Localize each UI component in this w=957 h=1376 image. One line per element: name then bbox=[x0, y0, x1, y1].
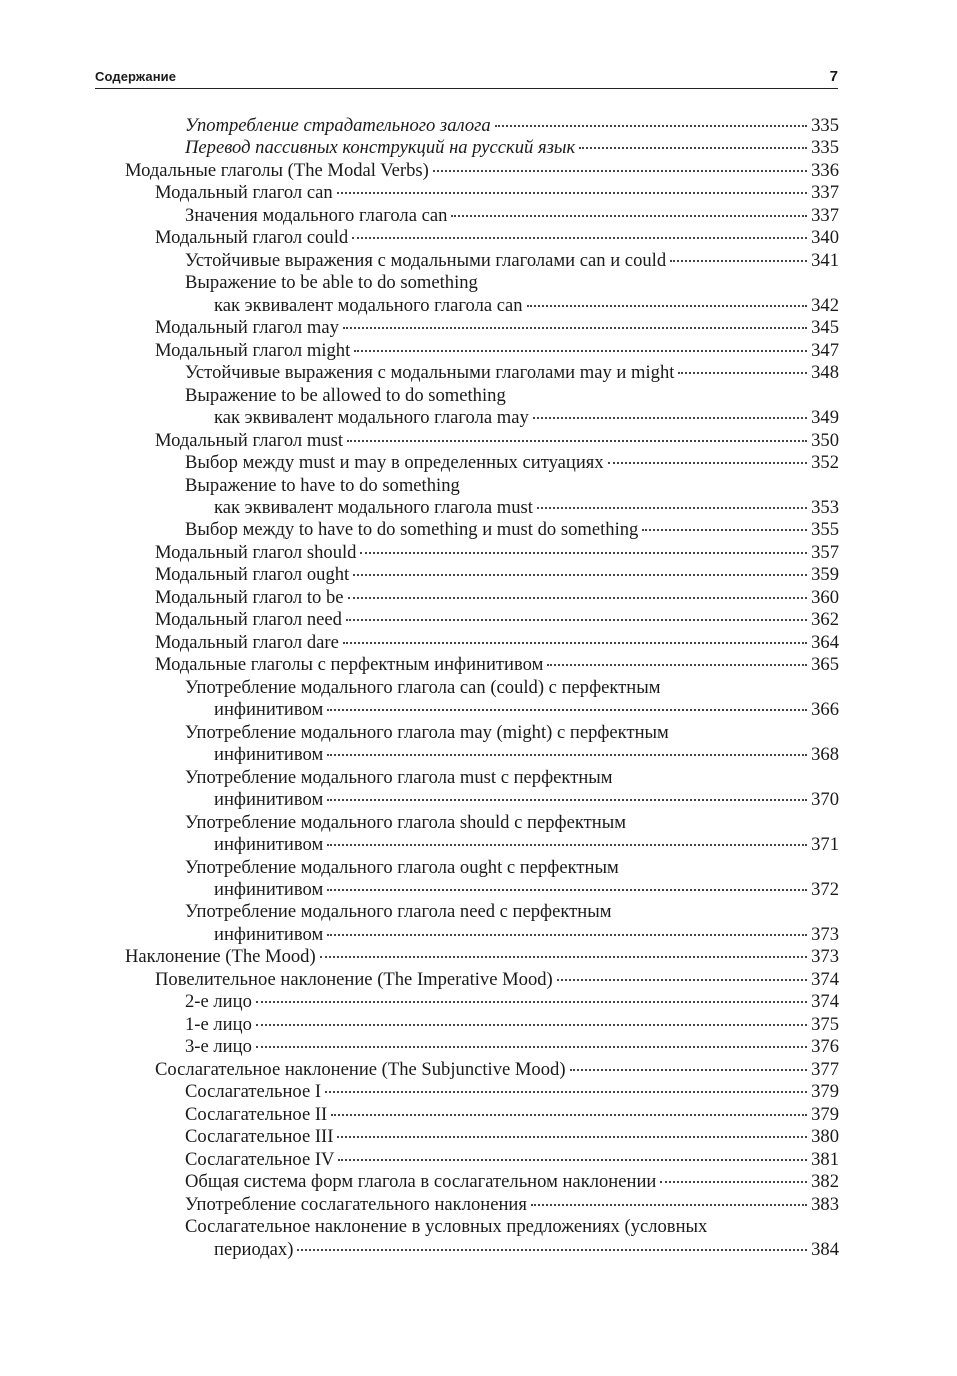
toc-entry bbox=[214, 789, 839, 812]
toc-entry bbox=[214, 879, 839, 902]
toc-entry-page: 373 bbox=[811, 946, 839, 968]
toc-entry-title: инфинитивом bbox=[214, 789, 324, 811]
toc-entry-title: Модальный глагол might bbox=[155, 339, 351, 361]
toc-entry-page: 379 bbox=[811, 1103, 839, 1125]
toc-entry-page: 384 bbox=[811, 1238, 839, 1260]
toc-entry bbox=[185, 362, 839, 385]
toc-entry-title: Выбор между must и may в определенных ситуациях bbox=[185, 452, 604, 474]
toc-entry-page: 374 bbox=[811, 968, 839, 990]
toc-leader-dots bbox=[353, 574, 807, 576]
toc-leader-dots bbox=[360, 552, 807, 554]
toc-entry-page: 370 bbox=[811, 789, 839, 811]
toc-leader-dots bbox=[337, 192, 807, 194]
toc-entry bbox=[155, 632, 839, 655]
toc-entry-title: 1-е лицо bbox=[185, 1013, 252, 1035]
toc-entry-page: 382 bbox=[811, 1171, 839, 1193]
toc-entry-page: 375 bbox=[811, 1013, 839, 1035]
toc-entry bbox=[185, 1194, 839, 1217]
toc-entry bbox=[185, 1216, 707, 1239]
toc-entry-page: 379 bbox=[811, 1081, 839, 1103]
toc-entry-title: как эквивалент модального глагола must bbox=[214, 496, 533, 518]
toc-leader-dots bbox=[433, 170, 807, 172]
toc-entry-title: периодах) bbox=[214, 1238, 294, 1260]
toc-leader-dots bbox=[531, 1204, 807, 1206]
toc-leader-dots bbox=[495, 125, 807, 127]
toc-leader-dots bbox=[347, 440, 807, 442]
toc-entry-page: 383 bbox=[811, 1193, 839, 1215]
toc-entry-page: 350 bbox=[811, 429, 839, 451]
toc-entry bbox=[125, 946, 839, 969]
toc-entry bbox=[214, 744, 839, 767]
toc-leader-dots bbox=[327, 799, 807, 801]
toc-leader-dots bbox=[547, 664, 807, 666]
toc-entry bbox=[155, 1059, 839, 1082]
toc-entry bbox=[185, 812, 626, 835]
toc-entry-page: 377 bbox=[811, 1058, 839, 1080]
toc-leader-dots bbox=[348, 597, 808, 599]
toc-entry-title: Выражение to be able to do something bbox=[185, 272, 478, 294]
toc-entry-page: 348 bbox=[811, 362, 839, 384]
toc-entry bbox=[185, 272, 478, 295]
toc-entry-title: Модальный глагол need bbox=[155, 609, 342, 631]
toc-entry bbox=[155, 654, 839, 677]
toc-entry-page: 335 bbox=[811, 137, 839, 159]
toc-leader-dots bbox=[327, 709, 807, 711]
toc-entry-page: 345 bbox=[811, 317, 839, 339]
toc-leader-dots bbox=[337, 1136, 807, 1138]
toc-entry-title: Употребление страдательного залога bbox=[185, 115, 491, 136]
toc-entry-title: Устойчивые выражения с модальными глаголами can и could bbox=[185, 249, 667, 271]
toc-leader-dots bbox=[297, 1249, 807, 1251]
toc-entry-title: Модальный глагол can bbox=[155, 182, 333, 204]
toc-leader-dots bbox=[325, 1091, 807, 1093]
toc-entry bbox=[214, 1239, 839, 1262]
toc-entry-title: Употребление модального глагола ought с перфектным bbox=[185, 856, 619, 878]
toc-leader-dots bbox=[346, 619, 807, 621]
toc-leader-dots bbox=[670, 260, 807, 262]
toc-entry-title: Модальные глаголы (The Modal Verbs) bbox=[125, 159, 429, 181]
toc-leader-dots bbox=[343, 642, 807, 644]
toc-entry bbox=[185, 1014, 839, 1037]
toc-entry-title: как эквивалент модального глагола may bbox=[214, 407, 529, 429]
toc-entry-page: 337 bbox=[811, 204, 839, 226]
toc-entry-page: 336 bbox=[811, 159, 839, 181]
toc-leader-dots bbox=[642, 529, 807, 531]
toc-entry-page: 373 bbox=[811, 923, 839, 945]
toc-entry bbox=[185, 901, 611, 924]
toc-entry-title: Модальный глагол should bbox=[155, 541, 357, 563]
toc-leader-dots bbox=[579, 147, 807, 149]
toc-leader-dots bbox=[451, 215, 807, 217]
toc-leader-dots bbox=[256, 1024, 807, 1026]
toc-entry-page: 340 bbox=[811, 227, 839, 249]
toc-entry bbox=[185, 1104, 839, 1127]
toc-entry bbox=[155, 317, 839, 340]
toc-leader-dots bbox=[678, 372, 807, 374]
toc-entry-title: Сослагательное наклонение в условных предложениях (условных bbox=[185, 1216, 708, 1238]
toc-entry-title: Модальный глагол to be bbox=[155, 586, 344, 608]
toc-entry-page: 366 bbox=[811, 699, 839, 721]
toc-entry bbox=[185, 452, 839, 475]
toc-entry-title: Перевод пассивных конструкций на русский язык bbox=[185, 137, 576, 159]
toc-leader-dots bbox=[608, 462, 807, 464]
toc-leader-dots bbox=[338, 1159, 807, 1161]
toc-entry-title: Употребление модального глагола may (might) с перфектным bbox=[185, 721, 669, 743]
toc-entry bbox=[214, 699, 839, 722]
toc-entry-title: Употребление модального глагола can (could) с перфектным bbox=[185, 676, 661, 698]
toc-entry bbox=[214, 497, 839, 520]
toc-leader-dots bbox=[327, 754, 807, 756]
toc-leader-dots bbox=[256, 1001, 807, 1003]
toc-entry bbox=[185, 1171, 839, 1194]
toc-entry bbox=[185, 250, 839, 273]
toc-leader-dots bbox=[331, 1114, 807, 1116]
toc-entry-page: 368 bbox=[811, 744, 839, 766]
toc-entry-title: Употребление модального глагола need с перфектным bbox=[185, 901, 612, 923]
toc-entry bbox=[185, 767, 613, 790]
toc-entry-title: Модальный глагол dare bbox=[155, 631, 339, 653]
toc-leader-dots bbox=[557, 979, 807, 981]
toc-entry-page: 376 bbox=[811, 1036, 839, 1058]
toc-entry bbox=[155, 587, 839, 610]
toc-entry-title: Сослагательное II bbox=[185, 1103, 328, 1125]
toc-entry-title: Сослагательное наклонение (The Subjunctive Mood) bbox=[155, 1058, 566, 1080]
toc-entry-page: 335 bbox=[811, 115, 839, 136]
toc-entry-page: 337 bbox=[811, 182, 839, 204]
toc-entry-page: 352 bbox=[811, 452, 839, 474]
toc-leader-dots bbox=[256, 1046, 807, 1048]
toc-entry-title: инфинитивом bbox=[214, 878, 324, 900]
running-header bbox=[95, 64, 838, 89]
toc-entry bbox=[185, 475, 460, 498]
toc-entry bbox=[185, 385, 506, 408]
toc-entry-page: 364 bbox=[811, 631, 839, 653]
toc-entry bbox=[185, 1149, 839, 1172]
toc-entry-title: Выбор между to have to do something и must do something bbox=[185, 519, 639, 541]
toc-entry bbox=[185, 519, 839, 542]
toc-entry bbox=[185, 205, 839, 228]
toc-entry-page: 341 bbox=[811, 249, 839, 271]
toc-entry-title: Повелительное наклонение (The Imperative Mood) bbox=[155, 968, 553, 990]
toc-entry-title: инфинитивом bbox=[214, 744, 324, 766]
toc-entry-title: Общая система форм глагола в сослагательном наклонении bbox=[185, 1171, 657, 1193]
toc-entry bbox=[155, 340, 839, 363]
toc-entry-title: Сослагательное IV bbox=[185, 1148, 335, 1170]
toc-entry-title: инфинитивом bbox=[214, 923, 324, 945]
toc-entry bbox=[155, 227, 839, 250]
toc-leader-dots bbox=[527, 305, 808, 307]
toc-leader-dots bbox=[352, 237, 807, 239]
toc-entry-page: 365 bbox=[811, 654, 839, 676]
header-title: Содержание bbox=[95, 69, 177, 84]
toc-entry-title: Наклонение (The Mood) bbox=[125, 946, 316, 968]
toc-entry-title: инфинитивом bbox=[214, 699, 324, 721]
toc-entry-page: 374 bbox=[811, 991, 839, 1013]
toc-entry-page: 355 bbox=[811, 519, 839, 541]
toc-entry-title: Употребление модального глагола must с перфектным bbox=[185, 766, 613, 788]
toc-entry-page: 349 bbox=[811, 407, 839, 429]
toc-entry-page: 347 bbox=[811, 339, 839, 361]
toc-entry-page: 381 bbox=[811, 1148, 839, 1170]
toc-entry-page: 353 bbox=[811, 496, 839, 518]
toc-entry-title: Сослагательное I bbox=[185, 1081, 322, 1103]
toc-entry-title: Выражение to be allowed to do something bbox=[185, 384, 506, 406]
toc-entry-page: 371 bbox=[811, 834, 839, 856]
toc-entry-title: Модальный глагол may bbox=[155, 317, 339, 339]
toc-entry bbox=[185, 137, 839, 160]
toc-entry bbox=[185, 991, 839, 1014]
toc-entry bbox=[185, 115, 839, 138]
toc-entry bbox=[155, 969, 839, 992]
toc-entry-title: Устойчивые выражения с модальными глаголами may и might bbox=[185, 362, 675, 384]
toc-leader-dots bbox=[327, 889, 807, 891]
toc-entry bbox=[214, 924, 839, 947]
toc-entry-title: инфинитивом bbox=[214, 834, 324, 856]
toc-leader-dots bbox=[327, 934, 807, 936]
toc-entry-page: 359 bbox=[811, 564, 839, 586]
toc-entry-title: Значения модального глагола can bbox=[185, 204, 448, 226]
toc-leader-dots bbox=[354, 350, 807, 352]
toc-leader-dots bbox=[537, 507, 807, 509]
toc-entry-title: Употребление модального глагола should с перфектным bbox=[185, 811, 626, 833]
toc-entry-page: 372 bbox=[811, 878, 839, 900]
toc-entry bbox=[155, 182, 839, 205]
toc-entry bbox=[185, 1126, 839, 1149]
toc-entry-title: 3-е лицо bbox=[185, 1036, 252, 1058]
toc-entry-page: 380 bbox=[811, 1126, 839, 1148]
toc-entry-title: Употребление сослагательного наклонения bbox=[185, 1193, 527, 1215]
toc-leader-dots bbox=[533, 417, 807, 419]
toc-entry-title: Сослагательное III bbox=[185, 1126, 334, 1148]
toc-entry bbox=[155, 609, 839, 632]
toc-entry bbox=[185, 1036, 839, 1059]
toc-entry-title: Модальный глагол could bbox=[155, 227, 349, 249]
toc-entry-title: Модальный глагол ought bbox=[155, 564, 350, 586]
toc-entry bbox=[214, 295, 839, 318]
toc-entry bbox=[214, 834, 839, 857]
toc-entry bbox=[214, 407, 839, 430]
toc-entry-title: как эквивалент модального глагола can bbox=[214, 294, 523, 316]
toc-entry-page: 357 bbox=[811, 541, 839, 563]
toc-entry bbox=[155, 564, 839, 587]
toc-entry bbox=[185, 857, 619, 880]
toc-entry-title: Модальный глагол must bbox=[155, 429, 344, 451]
toc-leader-dots bbox=[343, 327, 807, 329]
toc-entry-title: 2-е лицо bbox=[185, 991, 252, 1013]
toc-entry-page: 362 bbox=[811, 609, 839, 631]
toc-entry bbox=[185, 1081, 839, 1104]
toc-entry bbox=[125, 160, 839, 183]
toc-leader-dots bbox=[327, 844, 807, 846]
toc-entry-page: 360 bbox=[811, 586, 839, 608]
toc-entry bbox=[185, 722, 669, 745]
toc-entry-title: Модальные глаголы с перфектным инфинитивом bbox=[155, 654, 544, 676]
header-page-number: 7 bbox=[829, 68, 838, 85]
toc-leader-dots bbox=[660, 1181, 807, 1183]
toc-entry-page: 342 bbox=[811, 294, 839, 316]
toc-entry bbox=[185, 677, 661, 700]
toc-leader-dots bbox=[570, 1069, 808, 1071]
toc-entry bbox=[155, 542, 839, 565]
toc-leader-dots bbox=[320, 956, 807, 958]
toc-entry-title: Выражение to have to do something bbox=[185, 474, 460, 496]
toc-entry bbox=[155, 430, 839, 453]
